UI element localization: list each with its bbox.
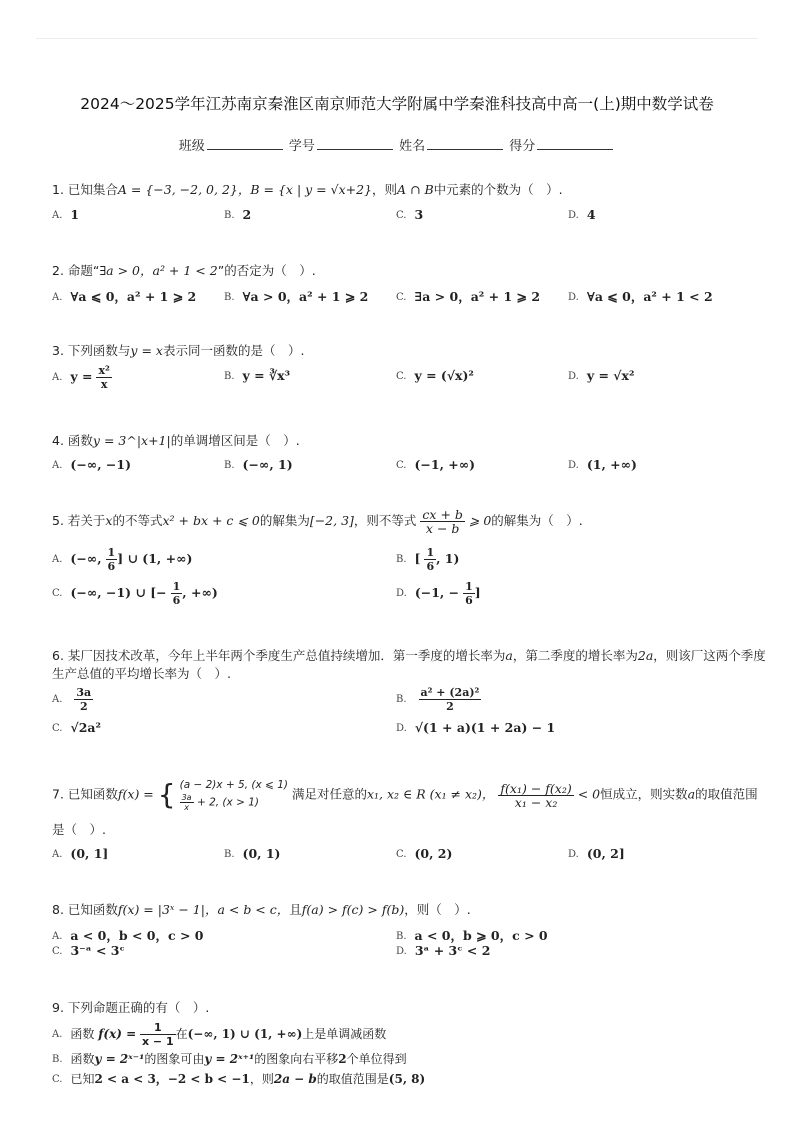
fraction: $\frac{\text{a² + (2a)²}}{2}$	[420, 686, 480, 713]
question-6-option-c: C. √2a²	[52, 720, 101, 735]
fraction: $\frac{1}{6}$	[465, 580, 473, 607]
question-7-option-b: B. (0, 1)	[224, 846, 281, 861]
question-3-option-b: B. y = ∛x³	[224, 368, 291, 383]
question-8-option-b: B. a < 0，b ⩾ 0，c > 0	[396, 928, 548, 943]
question-5-option-a: A. (−∞, $\frac{1}{6}$ ] ∪ (1, +∞)	[52, 546, 193, 573]
student-number-blank	[317, 137, 393, 150]
question-9-option-c: C. 已知2 < a < 3，−2 < b < −1，则2a − b的取值范围是(5, 8)	[52, 1072, 426, 1086]
question-3-stem: 3. 下列函数与y = x表示同一函数的是（ ）.	[52, 343, 305, 358]
name-label: 姓名	[399, 139, 426, 154]
fraction: $\frac{\text{f(x₁) − f(x₂)}}{\text{x₁ − x₂}}$	[500, 780, 572, 810]
question-6-option-b: B. $\frac{\text{a² + (2a)²}}{2}$	[396, 686, 480, 713]
question-4-option-d: D. (1, +∞)	[568, 457, 637, 472]
question-3-option-c: C. y = (√x)²	[396, 368, 474, 383]
question-1-option-b: B. 2	[224, 207, 252, 222]
question-4-option-c: C. (−1, +∞)	[396, 457, 476, 472]
fraction: $\frac{1}{6}$	[107, 546, 116, 573]
piecewise-brace: {	[157, 778, 176, 811]
exam-title: 2024～2025学年江苏南京秦淮区南京师范大学附属中学秦淮科技高中高一(上)期中数学试卷	[80, 95, 714, 113]
question-3-option-a: A. y = $\frac{\text{x²}}{x}$	[52, 364, 110, 391]
question-1-option-c: C. 3	[396, 207, 424, 222]
question-9-option-a: A. 函数 f(x) = $\frac{1}{x - 1}$ 在(−∞, 1) ∪ (1, +∞)上是单调减函数	[52, 1021, 387, 1048]
student-number-label: 学号	[288, 139, 315, 154]
question-4-option-a: A. (−∞, −1)	[52, 457, 131, 472]
fraction: $\frac{\text{x²}}{x}$	[98, 364, 110, 391]
question-9-stem: 9. 下列命题正确的有（ ）.	[52, 1000, 210, 1015]
score-label: 得分	[509, 139, 536, 154]
question-6-option-a: A. $\frac{3a}{2}$	[52, 686, 92, 713]
question-1-option-d: D. 4	[568, 207, 596, 222]
fraction: $\frac{cx + b}{x - b}$	[422, 507, 463, 536]
question-5-option-b: B. [ $\frac{1}{6}$ , 1)	[396, 546, 460, 573]
question-8-option-d: D. 3ᵃ + 3ᶜ < 2	[396, 943, 491, 958]
question-2-option-a: A. ∀a ⩽ 0，a² + 1 ⩾ 2	[52, 289, 197, 304]
question-8-option-c: C. 3⁻ᵃ < 3ᶜ	[52, 943, 125, 958]
fraction: $\frac{1}{6}$	[426, 546, 435, 573]
class-blank	[207, 137, 283, 150]
name-blank	[427, 137, 503, 150]
fraction: $\frac{1}{x - 1}$	[141, 1021, 174, 1048]
question-8-option-a: A. a < 0，b < 0，c > 0	[52, 928, 204, 943]
question-5-stem: 5. 若关于x的不等式x² + bx + c ⩽ 0的解集为[−2, 3]，则不等式 $\frac{cx + b}{x - b}$ ⩾ 0的解集为（ ）.	[52, 507, 583, 536]
question-5-option-c: C. (−∞, −1) ∪ [− $\frac{1}{6}$ , +∞)	[52, 580, 218, 607]
question-1-option-a: A. 1	[52, 207, 80, 222]
student-info-line	[0, 135, 794, 154]
question-6-stem-line-1: 6. 某厂因技术改革，今年上半年两个季度生产总值持续增加．第一季度的增长率为a，第二季度的增长率为2a，则该厂这两个季度	[52, 648, 766, 663]
fraction: $\frac{3a}{2}$	[76, 686, 92, 713]
fraction: $\frac{1}{6}$	[172, 580, 181, 607]
question-6-option-d: D. √(1 + a)(1 + 2a) − 1	[396, 720, 556, 735]
class-label: 班级	[178, 139, 205, 154]
question-7-stem-line-1: 7. 已知函数f(x) = { (a − 2)x + 5, (x ⩽ 1) $\frac{3a}{x}$ + 2, (x > 1) 满足对任意的x₁, x₂ ∈ R (x₁ ≠ x₂)， $\frac{\text{f(x₁) − f(x₂)}}{\text{x₁ − x₂}}$ < 0恒成立，则实数a的取值范围	[52, 778, 758, 812]
question-3-option-d: D. y = √x²	[568, 368, 635, 383]
question-5-option-d: D. (−1, − $\frac{1}{6}$ ]	[396, 580, 481, 607]
question-2-stem: 2. 命题“∃a > 0，a² + 1 < 2”的否定为（ ）.	[52, 263, 316, 278]
page-top-rule	[36, 38, 758, 39]
piecewise-cases: (a − 2)x + 5, (x ⩽ 1) $\frac{3a}{x}$ + 2, (x > 1)	[179, 779, 288, 812]
question-7-option-a: A. (0, 1]	[52, 846, 109, 861]
question-6-stem-line-2: 生产总值的平均增长率为（ ）.	[52, 666, 231, 681]
question-8-stem: 8. 已知函数f(x) = |3ˣ − 1|，a < b < c，且f(a) > f(c) > f(b)，则（ ）.	[52, 902, 471, 917]
question-4-stem: 4. 函数y = 3^|x+1|的单调增区间是（ ）.	[52, 433, 300, 448]
score-blank	[537, 137, 613, 150]
question-7-option-d: D. (0, 2]	[568, 846, 625, 861]
question-2-option-c: C. ∃a > 0，a² + 1 ⩾ 2	[396, 289, 541, 304]
question-7-option-c: C. (0, 2)	[396, 846, 453, 861]
question-7-stem-line-2: 是（ ）.	[52, 822, 106, 837]
question-9-option-b: B. 函数y = 2ˣ⁻¹的图象可由y = 2ˣ⁺¹的图象向右平移2个单位得到	[52, 1052, 407, 1066]
question-1-stem: 1. 已知集合A = {−3, −2, 0, 2}，B = {x | y = √x+2}，则A ∩ B中元素的个数为（ ）.	[52, 182, 563, 197]
question-4-option-b: B. (−∞, 1)	[224, 457, 293, 472]
question-2-option-b: B. ∀a > 0，a² + 1 ⩾ 2	[224, 289, 369, 304]
question-2-option-d: D. ∀a ⩽ 0，a² + 1 < 2	[568, 289, 713, 304]
